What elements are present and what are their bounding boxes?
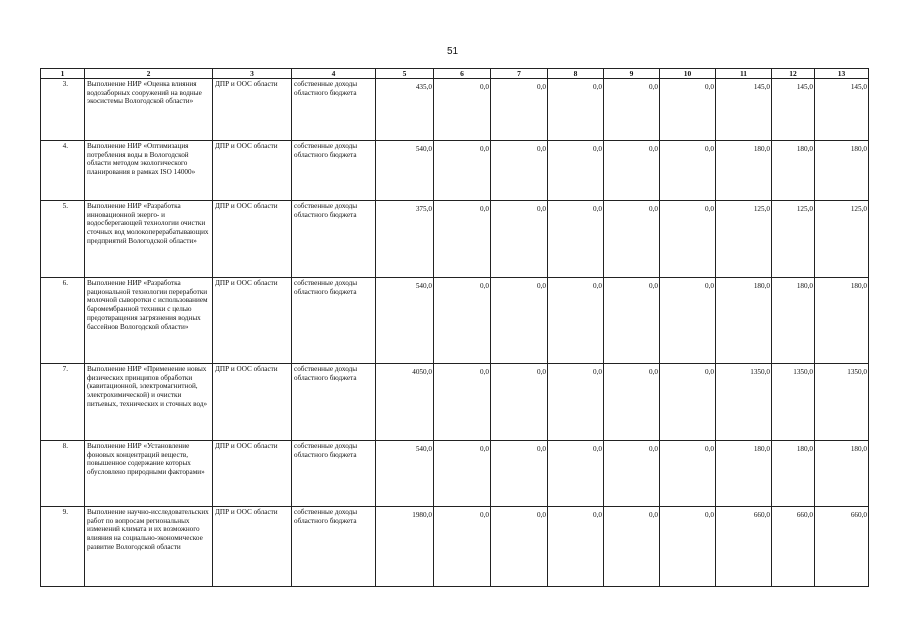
- row-number: 8.: [41, 441, 85, 507]
- table-row: [41, 79, 869, 141]
- row-value-col-13: 1350,0: [815, 364, 869, 441]
- row-number: 5.: [41, 201, 85, 278]
- row-source: собственные доходы областного бюджета: [292, 141, 376, 201]
- row-value-col-5: 375,0: [376, 201, 434, 278]
- row-value-col-9: 0,0: [604, 79, 660, 141]
- row-value-col-13: 660,0: [815, 507, 869, 587]
- row-value-col-12: 660,0: [772, 507, 815, 587]
- table-row: [41, 201, 869, 278]
- row-value-col-9: 0,0: [604, 141, 660, 201]
- row-value-col-13: 180,0: [815, 441, 869, 507]
- row-value-col-7: 0,0: [491, 507, 548, 587]
- table-row: [41, 507, 869, 587]
- row-number: 3.: [41, 79, 85, 141]
- column-header-5: 5: [376, 69, 434, 79]
- row-value-col-8: 0,0: [548, 278, 604, 364]
- row-value-col-8: 0,0: [548, 201, 604, 278]
- row-value-col-12: 145,0: [772, 79, 815, 141]
- row-source: собственные доходы областного бюджета: [292, 441, 376, 507]
- row-value-col-11: 1350,0: [716, 364, 772, 441]
- column-header-7: 7: [491, 69, 548, 79]
- row-value-col-8: 0,0: [548, 507, 604, 587]
- page-number: 51: [446, 46, 459, 57]
- row-value-col-13: 180,0: [815, 141, 869, 201]
- row-value-col-7: 0,0: [491, 441, 548, 507]
- row-number: 9.: [41, 507, 85, 587]
- row-value-col-6: 0,0: [434, 141, 491, 201]
- row-number: 4.: [41, 141, 85, 201]
- row-value-col-9: 0,0: [604, 278, 660, 364]
- row-value-col-13: 145,0: [815, 79, 869, 141]
- row-value-col-7: 0,0: [491, 201, 548, 278]
- row-value-col-8: 0,0: [548, 441, 604, 507]
- row-source: собственные доходы областного бюджета: [292, 364, 376, 441]
- row-value-col-9: 0,0: [604, 441, 660, 507]
- row-value-col-6: 0,0: [434, 79, 491, 141]
- row-executor: ДПР и ООС области: [213, 79, 292, 141]
- table-header-row: [41, 69, 869, 79]
- row-value-col-10: 0,0: [660, 278, 716, 364]
- row-value-col-10: 0,0: [660, 507, 716, 587]
- row-name: Выполнение НИР «Оптимизация потребления воды в Вологодской области методом экологического планирования в рамках ISO 14000»: [85, 141, 213, 201]
- row-value-col-11: 145,0: [716, 79, 772, 141]
- row-executor: ДПР и ООС области: [213, 141, 292, 201]
- row-name: Выполнение НИР «Разработка рациональной технологии переработки молочной сыворотки с использованием баромембранной техники с целью предотвращения загрязнения водных бассейнов Вологодской области»: [85, 278, 213, 364]
- row-value-col-10: 0,0: [660, 201, 716, 278]
- row-value-col-12: 180,0: [772, 278, 815, 364]
- table-body: [41, 79, 869, 587]
- column-header-12: 12: [772, 69, 815, 79]
- row-executor: ДПР и ООС области: [213, 507, 292, 587]
- row-executor: ДПР и ООС области: [213, 201, 292, 278]
- row-value-col-10: 0,0: [660, 79, 716, 141]
- row-value-col-11: 125,0: [716, 201, 772, 278]
- row-value-col-9: 0,0: [604, 507, 660, 587]
- row-source: собственные доходы областного бюджета: [292, 201, 376, 278]
- row-value-col-5: 540,0: [376, 141, 434, 201]
- row-value-col-13: 180,0: [815, 278, 869, 364]
- row-value-col-5: 4050,0: [376, 364, 434, 441]
- column-header-11: 11: [716, 69, 772, 79]
- row-value-col-8: 0,0: [548, 141, 604, 201]
- row-source: собственные доходы областного бюджета: [292, 278, 376, 364]
- row-executor: ДПР и ООС области: [213, 278, 292, 364]
- row-executor: ДПР и ООС области: [213, 364, 292, 441]
- row-value-col-10: 0,0: [660, 141, 716, 201]
- row-value-col-10: 0,0: [660, 364, 716, 441]
- row-value-col-5: 435,0: [376, 79, 434, 141]
- column-header-8: 8: [548, 69, 604, 79]
- row-value-col-9: 0,0: [604, 364, 660, 441]
- row-value-col-13: 125,0: [815, 201, 869, 278]
- row-value-col-7: 0,0: [491, 79, 548, 141]
- row-value-col-8: 0,0: [548, 364, 604, 441]
- column-header-3: 3: [213, 69, 292, 79]
- row-value-col-5: 1980,0: [376, 507, 434, 587]
- row-value-col-7: 0,0: [491, 364, 548, 441]
- table-row: [41, 278, 869, 364]
- row-value-col-8: 0,0: [548, 79, 604, 141]
- row-value-col-11: 180,0: [716, 278, 772, 364]
- column-header-2: 2: [85, 69, 213, 79]
- row-name: Выполнение НИР «Оценка влияния водозаборных сооружений на водные экосистемы Вологодской области»: [85, 79, 213, 141]
- table-row: [41, 141, 869, 201]
- row-value-col-11: 180,0: [716, 441, 772, 507]
- row-value-col-6: 0,0: [434, 364, 491, 441]
- row-value-col-5: 540,0: [376, 441, 434, 507]
- table-row: [41, 364, 869, 441]
- column-header-1: 1: [41, 69, 85, 79]
- column-header-9: 9: [604, 69, 660, 79]
- row-source: собственные доходы областного бюджета: [292, 79, 376, 141]
- row-value-col-9: 0,0: [604, 201, 660, 278]
- column-header-4: 4: [292, 69, 376, 79]
- row-value-col-12: 1350,0: [772, 364, 815, 441]
- row-value-col-6: 0,0: [434, 507, 491, 587]
- row-value-col-7: 0,0: [491, 141, 548, 201]
- row-value-col-11: 180,0: [716, 141, 772, 201]
- row-value-col-12: 125,0: [772, 201, 815, 278]
- row-name: Выполнение НИР «Применение новых физических принципов обработки (кавитационной, электромагнитной, электрохимической) и очистки питьевых, технических и сточных вод»: [85, 364, 213, 441]
- row-value-col-11: 660,0: [716, 507, 772, 587]
- row-value-col-12: 180,0: [772, 141, 815, 201]
- table-row: [41, 441, 869, 507]
- row-value-col-6: 0,0: [434, 441, 491, 507]
- row-number: 6.: [41, 278, 85, 364]
- row-name: Выполнение НИР «Установление фоновых концентраций веществ, повышенное содержание которых обусловлено природными факторами»: [85, 441, 213, 507]
- row-value-col-6: 0,0: [434, 278, 491, 364]
- row-name: Выполнение научно-исследовательских работ по вопросам региональных изменений климата и их возможного влияния на социально-экономическое развитие Вологодской области: [85, 507, 213, 587]
- row-value-col-6: 0,0: [434, 201, 491, 278]
- row-value-col-5: 540,0: [376, 278, 434, 364]
- row-value-col-10: 0,0: [660, 441, 716, 507]
- row-value-col-12: 180,0: [772, 441, 815, 507]
- column-header-6: 6: [434, 69, 491, 79]
- row-source: собственные доходы областного бюджета: [292, 507, 376, 587]
- column-header-13: 13: [815, 69, 869, 79]
- column-header-10: 10: [660, 69, 716, 79]
- row-executor: ДПР и ООС области: [213, 441, 292, 507]
- row-name: Выполнение НИР «Разработка инновационной энерго- и водосберегающей технологии очистки сточных вод молокоперерабатывающих предприятий Вологодской области»: [85, 201, 213, 278]
- row-number: 7.: [41, 364, 85, 441]
- row-value-col-7: 0,0: [491, 278, 548, 364]
- budget-table: [40, 68, 869, 587]
